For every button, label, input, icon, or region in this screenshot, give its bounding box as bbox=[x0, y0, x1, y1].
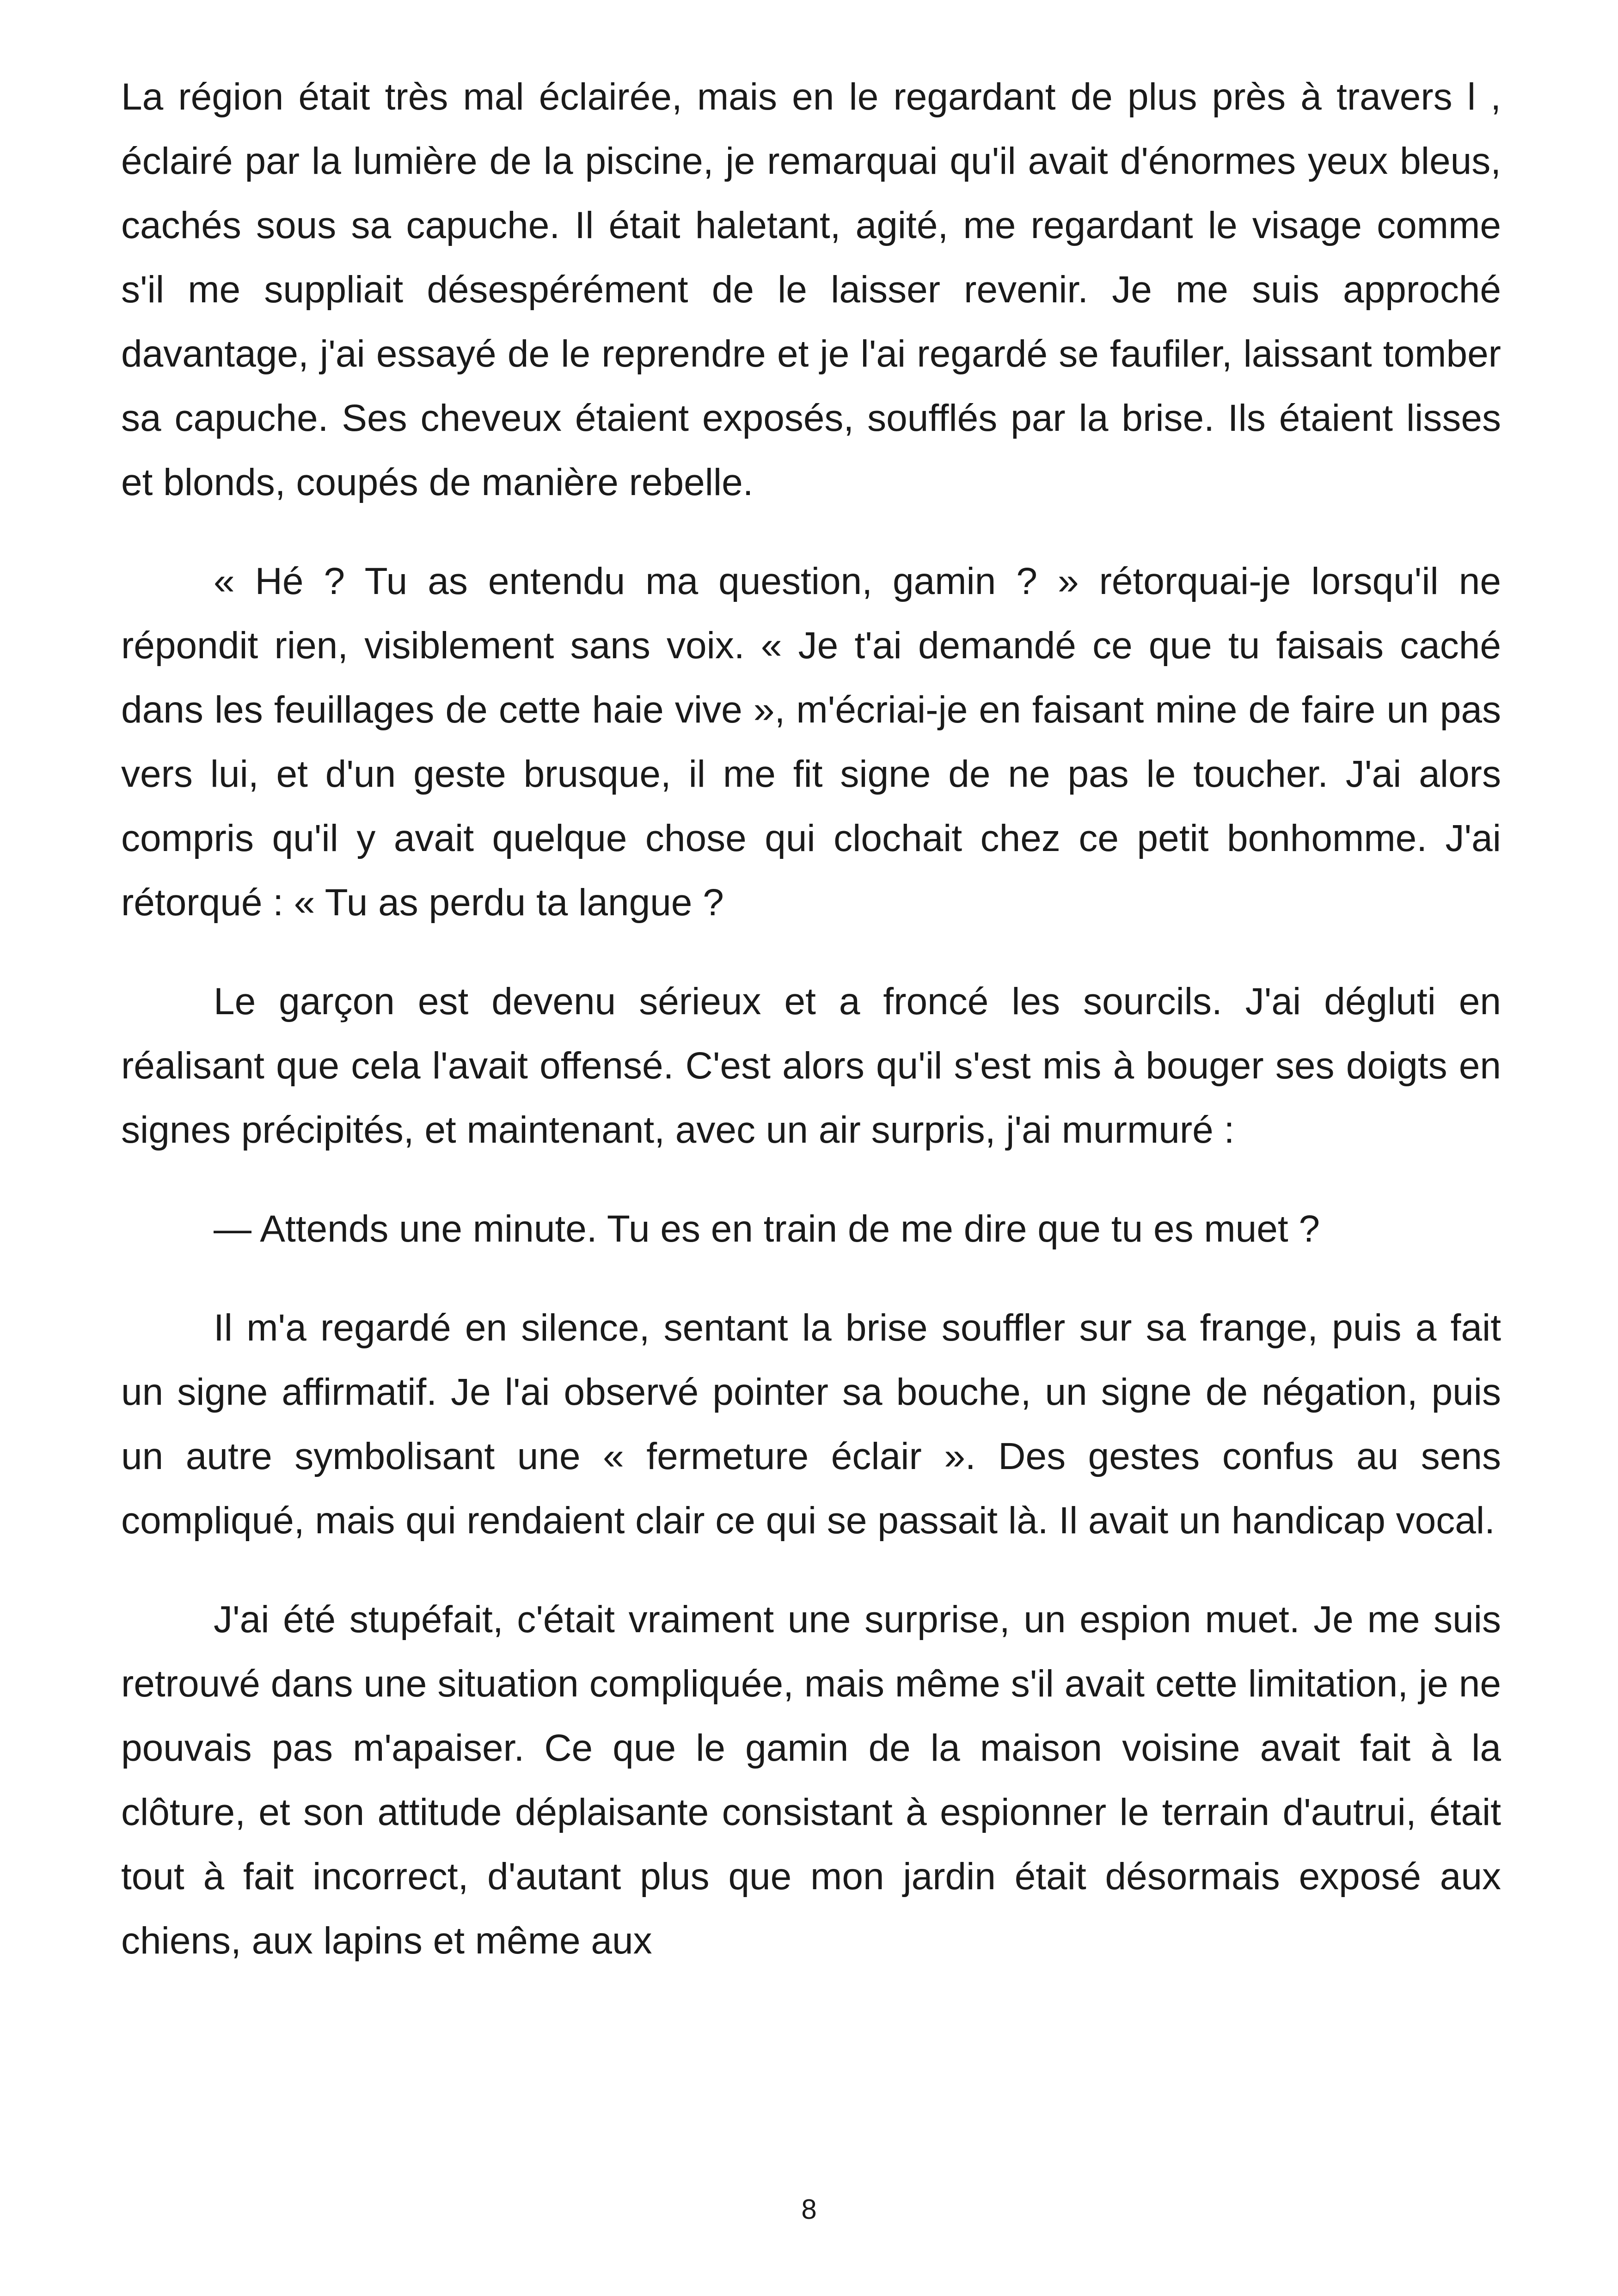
dialogue-line: — Attends une minute. Tu es en train de me dire que tu es muet ? bbox=[214, 1208, 1320, 1250]
text-body bbox=[121, 65, 1501, 2008]
paragraph: « Hé ? Tu as entendu ma question, gamin ? » rétorquai-je lorsqu'il ne répondit rien, visiblement sans voix. « Je t'ai demandé ce que tu faisais caché dans les feuillages de cette haie vive », m'écriai-je en faisant mine de faire un pas vers lui, et d'un geste brusque, il me fit signe de ne pas le toucher. J'ai alors compris qu'il y avait quelque chose qui clochait chez ce petit bonhomme. J'ai rétorqué : « Tu as perdu ta langue ? bbox=[121, 560, 1501, 924]
paragraph: Le garçon est devenu sérieux et a froncé les sourcils. J'ai dégluti en réalisant que cela l'avait offensé. C'est alors qu'il s'est mis à bouger ses doigts en signes précipités, et maintenant, avec un air surpris, j'ai murmuré : bbox=[121, 980, 1501, 1151]
page-number: 8 bbox=[801, 2194, 817, 2225]
paragraph: Il m'a regardé en silence, sentant la brise souffler sur sa frange, puis a fait un signe affirmatif. Je l'ai observé pointer sa bouche, un signe de négation, puis un autre symbolisant une « fermeture éclair ». Des gestes confus au sens compliqué, mais qui rendaient clair ce qui se passait là. Il avait un handicap vocal. bbox=[121, 1307, 1501, 1542]
paragraph: La région était très mal éclairée, mais en le regardant de plus près à travers l , éclairé par la lumière de la piscine, je remarquai qu'il avait d'énormes yeux bleus, cachés sous sa capuche. Il était haletant, agité, me regardant le visage comme s'il me suppliait désespérément de le laisser revenir. Je me suis approché davantage, j'ai essayé de le reprendre et je l'ai regardé se faufiler, laissant tomber sa capuche. Ses cheveux étaient exposés, soufflés par la brise. Ils étaient lisses et blonds, coupés de manière rebelle. bbox=[121, 76, 1501, 503]
paragraph: J'ai été stupéfait, c'était vraiment une surprise, un espion muet. Je me suis retrouvé dans une situation compliquée, mais même s'il avait cette limitation, je ne pouvais pas m'apaiser. Ce que le gamin de la maison voisine avait fait à la clôture, et son attitude déplaisante consistant à espionner le terrain d'autrui, était tout à fait incorrect, d'autant plus que mon jardin était désormais exposé aux chiens, aux lapins et même aux bbox=[121, 1598, 1501, 1962]
